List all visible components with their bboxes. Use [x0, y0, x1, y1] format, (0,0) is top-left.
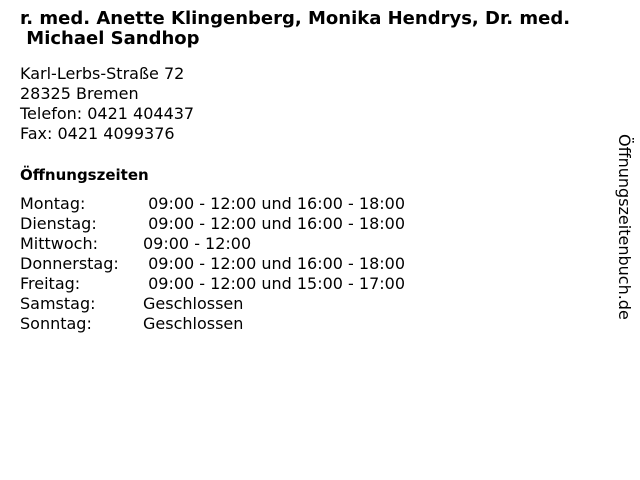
hours-row-sunday [20, 314, 405, 334]
day-label: Freitag: [20, 274, 81, 293]
time-value: Geschlossen [143, 314, 244, 333]
address-block [20, 64, 194, 144]
day-label: Mittwoch: [20, 234, 98, 253]
time-value: 09:00 - 12:00 [143, 234, 252, 253]
hours-row-tuesday [20, 214, 405, 234]
time-value: 09:00 - 12:00 und 16:00 - 18:00 [143, 194, 406, 213]
time-value: 09:00 - 12:00 und 15:00 - 17:00 [143, 274, 406, 293]
day-label: Donnerstag: [20, 254, 119, 273]
practice-title: r. med. Anette Klingenberg, Monika Hendrys, Dr. med. Michael Sandhop [20, 8, 571, 49]
opening-hours-table [20, 194, 405, 334]
hours-row-thursday [20, 254, 405, 274]
time-value: 09:00 - 12:00 und 16:00 - 18:00 [143, 254, 406, 273]
day-label: Sonntag: [20, 314, 92, 333]
day-label: Dienstag: [20, 214, 97, 233]
day-label: Montag: [20, 194, 86, 213]
hours-row-wednesday [20, 234, 405, 254]
fax-number: Fax: 0421 4099376 [20, 124, 175, 143]
hours-row-monday [20, 194, 405, 214]
opening-hours-heading: Öffnungszeiten [20, 166, 149, 184]
time-value: Geschlossen [143, 294, 244, 313]
street-address: Karl-Lerbs-Straße 72 [20, 64, 185, 83]
day-label: Samstag: [20, 294, 96, 313]
hours-row-friday [20, 274, 405, 294]
phone-number: Telefon: 0421 404437 [20, 104, 195, 123]
time-value: 09:00 - 12:00 und 16:00 - 18:00 [143, 214, 406, 233]
hours-row-saturday [20, 294, 405, 314]
city: 28325 Bremen [20, 84, 139, 103]
brand-watermark: Öffnungszeitenbuch.de [615, 134, 634, 320]
